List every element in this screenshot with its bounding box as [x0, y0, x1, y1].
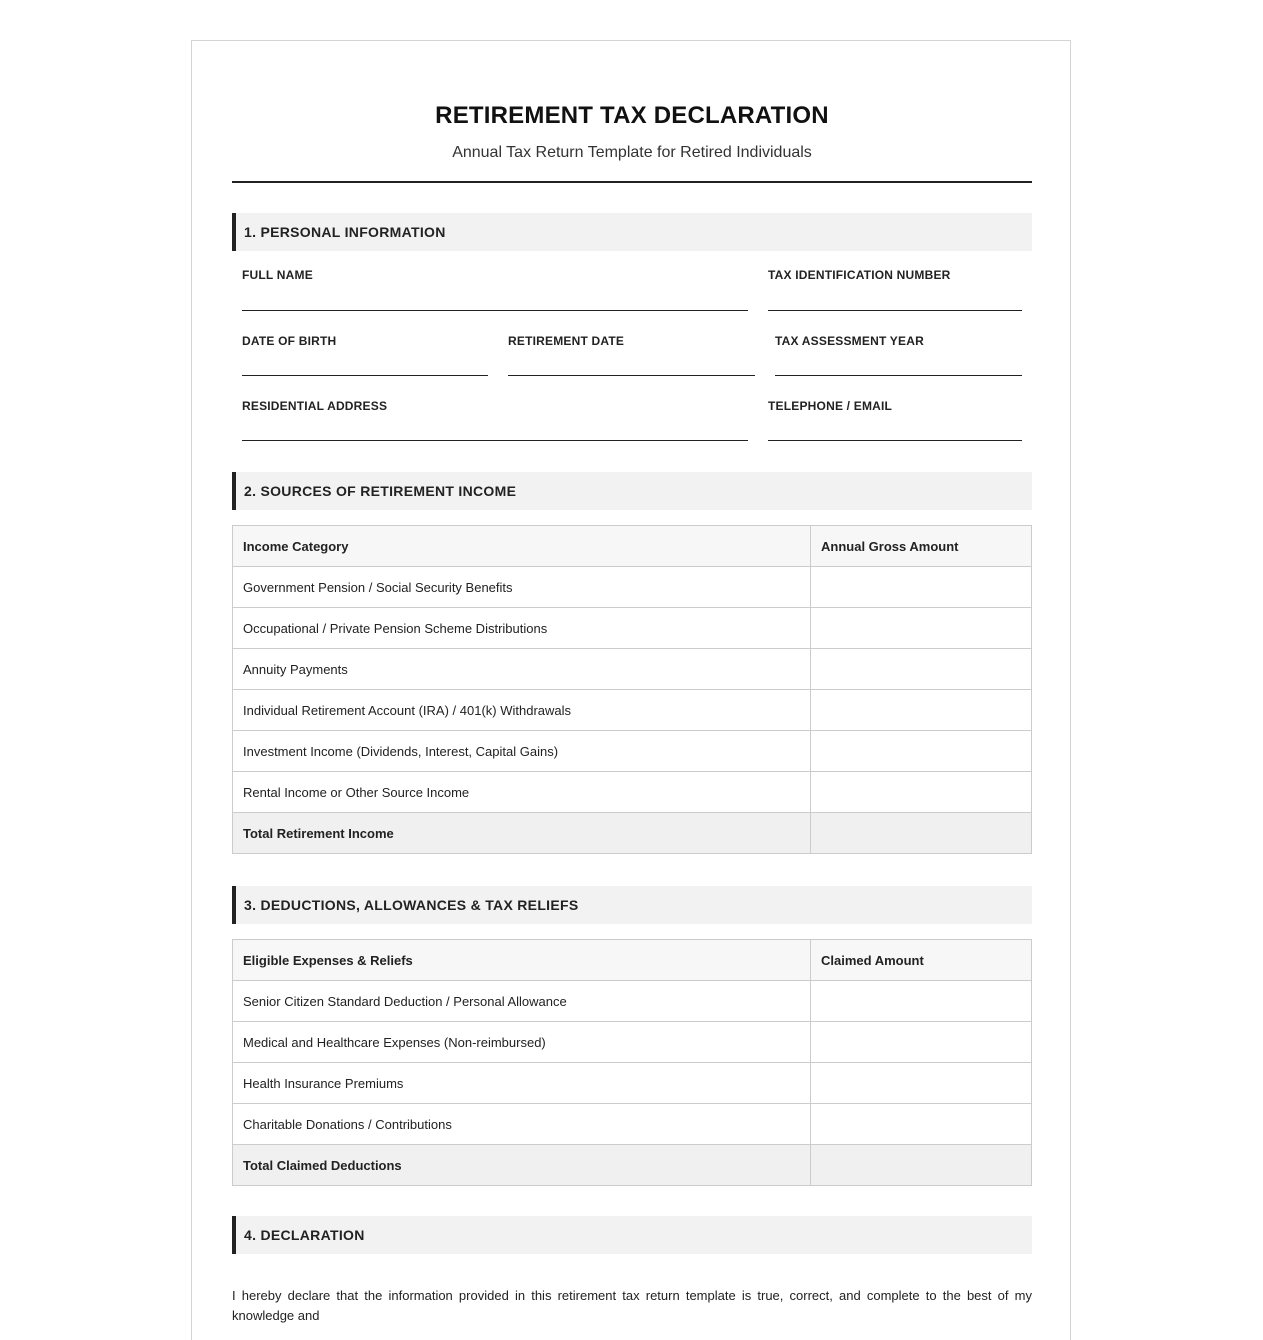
field-line[interactable] [508, 375, 755, 376]
row-label: Individual Retirement Account (IRA) / 401(k) Withdrawals [233, 690, 811, 731]
table-row [233, 608, 1032, 649]
document-page [191, 40, 1071, 1340]
section-retirement-income [232, 472, 1032, 510]
table-row [233, 1104, 1032, 1145]
row-label: Charitable Donations / Contributions [233, 1104, 811, 1145]
column-header: Income Category [233, 526, 811, 567]
field-line[interactable] [775, 375, 1022, 376]
row-label: Annuity Payments [233, 649, 811, 690]
amount-cell[interactable] [811, 649, 1032, 690]
field-line[interactable] [768, 310, 1022, 311]
total-label: Total Claimed Deductions [233, 1145, 811, 1186]
table-total-row [233, 1145, 1032, 1186]
row-label: Investment Income (Dividends, Interest, Capital Gains) [233, 731, 811, 772]
table-row [233, 731, 1032, 772]
field-line[interactable] [242, 375, 488, 376]
row-label: Senior Citizen Standard Deduction / Personal Allowance [233, 981, 811, 1022]
amount-cell[interactable] [811, 1063, 1032, 1104]
field-label: TELEPHONE / EMAIL [768, 399, 893, 413]
field-label: TAX IDENTIFICATION NUMBER [768, 268, 951, 282]
field-label: FULL NAME [242, 268, 313, 282]
amount-cell[interactable] [811, 981, 1032, 1022]
table-row [233, 649, 1032, 690]
amount-cell[interactable] [811, 690, 1032, 731]
section-title: 2. SOURCES OF RETIREMENT INCOME [244, 483, 517, 499]
amount-cell[interactable] [811, 567, 1032, 608]
field-label: TAX ASSESSMENT YEAR [775, 334, 924, 348]
row-label: Government Pension / Social Security Benefits [233, 567, 811, 608]
amount-cell[interactable] [811, 731, 1032, 772]
declaration-text: I hereby declare that the information provided in this retirement tax return template is true, correct, and complete to the best of my knowledge and [232, 1288, 1032, 1323]
section-title: 3. DEDUCTIONS, ALLOWANCES & TAX RELIEFS [244, 897, 579, 913]
row-label: Occupational / Private Pension Scheme Distributions [233, 608, 811, 649]
column-header: Eligible Expenses & Reliefs [233, 940, 811, 981]
table-row [233, 1022, 1032, 1063]
section-deductions [232, 886, 1032, 924]
section-declaration [232, 1216, 1032, 1254]
header-divider [232, 181, 1032, 183]
table-header-row [233, 940, 1032, 981]
field-line[interactable] [768, 440, 1022, 441]
column-header: Claimed Amount [811, 940, 1032, 981]
document-title: RETIREMENT TAX DECLARATION [435, 102, 829, 129]
table-row [233, 567, 1032, 608]
amount-cell[interactable] [811, 772, 1032, 813]
section-personal-information [232, 213, 1032, 251]
document-subtitle: Annual Tax Return Template for Retired Individuals [452, 144, 812, 161]
amount-cell[interactable] [811, 608, 1032, 649]
table-row [233, 690, 1032, 731]
table-row [233, 981, 1032, 1022]
table-row [233, 772, 1032, 813]
amount-cell[interactable] [811, 1022, 1032, 1063]
row-label: Rental Income or Other Source Income [233, 772, 811, 813]
field-line[interactable] [242, 440, 748, 441]
total-amount-cell[interactable] [811, 1145, 1032, 1186]
section-title: 1. PERSONAL INFORMATION [244, 224, 446, 240]
table-header-row [233, 526, 1032, 567]
amount-cell[interactable] [811, 1104, 1032, 1145]
row-label: Medical and Healthcare Expenses (Non-reimbursed) [233, 1022, 811, 1063]
table-row [233, 1063, 1032, 1104]
total-label: Total Retirement Income [233, 813, 811, 854]
income-table [232, 525, 1032, 854]
field-line[interactable] [242, 310, 748, 311]
field-label: DATE OF BIRTH [242, 334, 337, 348]
deductions-table [232, 939, 1032, 1186]
section-title: 4. DECLARATION [244, 1227, 365, 1243]
table-total-row [233, 813, 1032, 854]
field-label: RETIREMENT DATE [508, 334, 625, 348]
total-amount-cell[interactable] [811, 813, 1032, 854]
column-header: Annual Gross Amount [811, 526, 1032, 567]
field-label: RESIDENTIAL ADDRESS [242, 399, 388, 413]
row-label: Health Insurance Premiums [233, 1063, 811, 1104]
